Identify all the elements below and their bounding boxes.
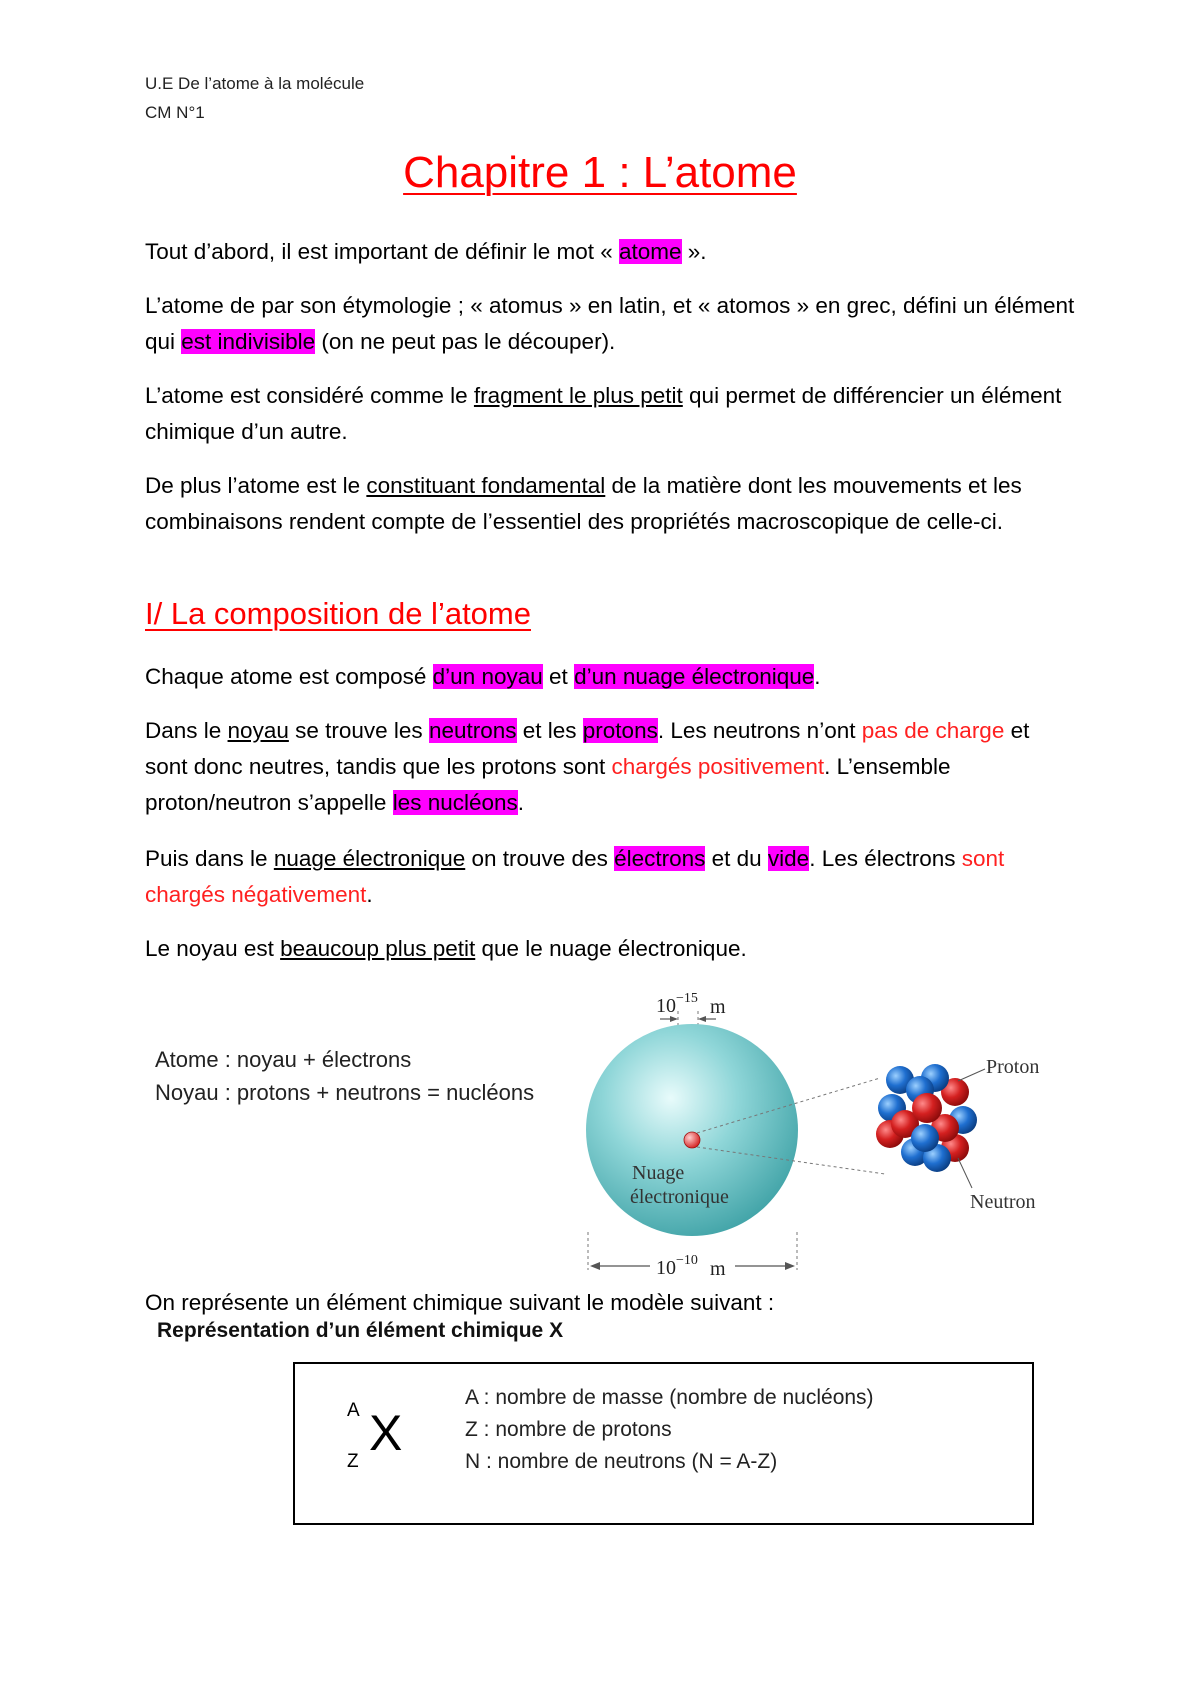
proton-label: Proton: [986, 1056, 1040, 1078]
underline-constituant: constituant fondamental: [366, 473, 606, 498]
underline-fragment: fragment le plus petit: [473, 383, 683, 408]
highlight-indivisible: est indivisible: [181, 329, 316, 354]
section-paragraph-4: Le noyau est beaucoup plus petit que le nuage électronique.: [145, 936, 747, 961]
atomic-number-symbol: Z: [347, 1451, 359, 1472]
svg-text:m: m: [710, 996, 726, 1018]
nucleus-cluster: [876, 1064, 977, 1172]
mass-number-symbol: A: [347, 1400, 360, 1421]
notation-definitions: A : nombre de masse (nombre de nucléons) Z : nombre de protons N : nombre de neutrons (N = A-Z): [465, 1386, 874, 1473]
bottom-scale: [588, 1232, 797, 1280]
section-paragraph-2: Dans le noyau se trouve les neutrons et les protons. Les neutrons n’ont pas de charge et sont donc neutres, tandis que les protons sont chargés positivement. L’ensemble proton/neutron s’appelle les nucléons.: [145, 718, 1030, 815]
section-paragraph-1: Chaque atome est composé d’un noyau et d’un nuage électronique.: [145, 664, 821, 689]
representation-title: Représentation d’un élément chimique X: [157, 1319, 564, 1342]
section-title: I/ La composition de l’atome: [145, 596, 531, 631]
section-paragraph-3: Puis dans le nuage électronique on trouve des électrons et du vide. Les électrons sont chargés négativement.: [145, 846, 1005, 907]
proton: [912, 1093, 942, 1123]
intro-paragraph-2: L’atome de par son étymologie ; « atomus » en latin, et « atomos » en grec, défini un élément qui est indivisible (on ne peut pas le découper).: [145, 293, 1075, 354]
element-notation-box: [293, 1362, 1034, 1525]
figure-caption: Atome : noyau + électrons Noyau : protons + neutrons = nucléons: [155, 1047, 535, 1105]
intro-paragraph-1: Tout d’abord, il est important de définir le mot « atome ».: [145, 239, 707, 264]
neutron: [911, 1124, 939, 1152]
intro-paragraph-3: L’atome est considéré comme le fragment le plus petit qui permet de différencier un élément chimique d’un autre.: [145, 383, 1062, 444]
intro-paragraph-4: De plus l’atome est le constituant fondamental de la matière dont les mouvements et les combinaisons rendent compte de l’essentiel des propriétés macroscopique de celle-ci.: [145, 473, 1022, 534]
chapter-title: Chapitre 1 : L’atome: [403, 148, 797, 197]
cloud-label-2: électronique: [630, 1186, 729, 1208]
highlight-atome: atome: [619, 239, 682, 264]
element-symbol: X: [369, 1405, 403, 1461]
svg-text:m: m: [710, 1258, 726, 1280]
nucleus-dot: [684, 1132, 700, 1148]
svg-text:10−15: $10^{-15}$: [656, 991, 698, 1017]
representation-intro: On représente un élément chimique suivant le modèle suivant :: [145, 1290, 775, 1315]
cloud-label: Nuage: [632, 1162, 685, 1184]
neutron-label: Neutron: [970, 1191, 1036, 1213]
course-header: U.E De l’atome à la molécule: [145, 74, 365, 93]
lecture-number: CM N°1: [145, 103, 205, 122]
svg-text:10−10: $10^{-10}$: [656, 1253, 698, 1279]
